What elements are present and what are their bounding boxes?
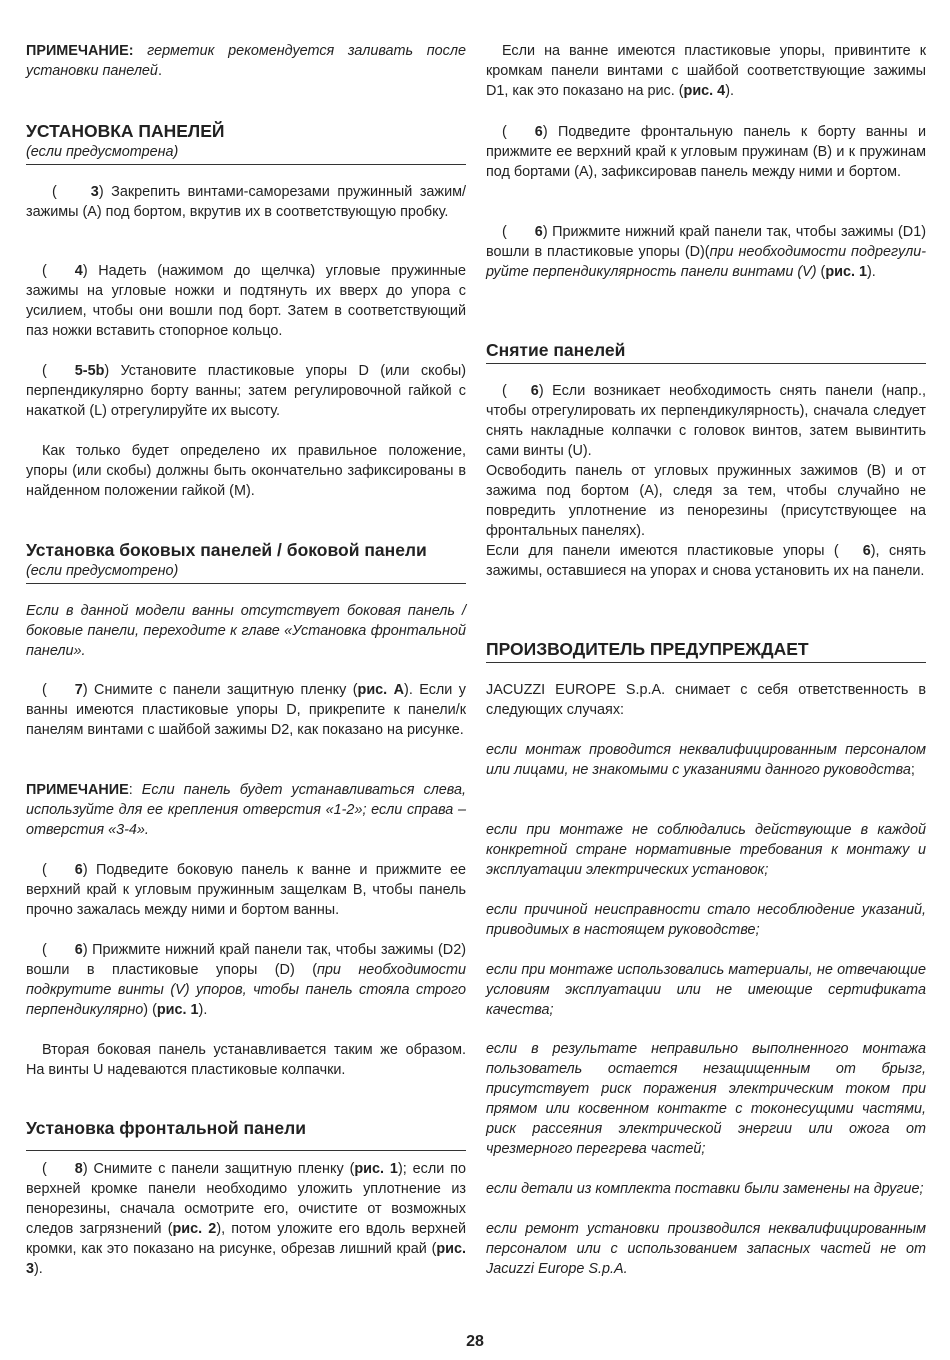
paragraph-second-side: Вторая боковая панель устанавливается таким же образом. На винты U надеваются пластиковые колпачки. <box>26 1042 466 1078</box>
section-divider <box>486 363 926 364</box>
note-text: герметик рекомендуется заливать после установки панелей <box>26 43 466 79</box>
paragraph-fig7: ( 7) Снимите с панели защитную пленку (рис. А). Если у ванны имеются пластиковые упоры D, прикрепите к панели/к панелям винтами с шайбой зажимы D2, как показано на рисунке. <box>26 682 466 738</box>
paragraph-side-fig6-a: ( 6) Подведите боковую панель к ванне и прижмите ее верхний край к угловым пружинным защелкам B, чтобы панель прочно зажалась между ними и бортом ванны. <box>26 862 466 918</box>
page-number: 28 <box>466 1333 484 1350</box>
section-title-removal: Снятие панелей <box>486 340 626 360</box>
installation-note: ПРИМЕЧАНИЕ: герметик рекомендуется заливать после установки панелей. <box>26 43 466 79</box>
paragraph-side-fig6-b: ( 6) Прижмите нижний край панели так, чтобы зажимы (D2) вошли в пластиковые упоры (D) (при необходимости подкрутите винты (V) упоров, чтобы панель стояла строго перпендикулярно) (рис. 1). <box>26 942 466 1018</box>
warning-item: если детали из комплекта поставки были заменены на другие; <box>486 1181 924 1197</box>
warning-item: если причиной неисправности стало несоблюдение указаний, приводимых в настоящем руководстве; <box>486 902 926 938</box>
paragraph-plastic-stops: Если для панели имеются пластиковые упоры ( 6), снять зажимы, оставшиеся на упорах и снова установить их на панели. <box>486 543 926 579</box>
paragraph-release: Освободить панель от угловых пружинных зажимов (B) и от зажима под бортом (A), следя за тем, чтобы случайно не повредить уплотнение из пенорезины (присутствующее на фронтальных панелях). <box>486 463 926 539</box>
section-title-manufacturer-warning: ПРОИЗВОДИТЕЛЬ ПРЕДУПРЕЖДАЕТ <box>486 639 809 659</box>
section-subtitle-side-panels: (если предусмотрено) <box>26 563 179 579</box>
warning-item: если в результате неправильно выполненного монтажа пользователь остается незащищенным от брызг, присутствует риск поражения электрическим током при прямом или косвенном контакте с токонесущими частями, риск рассеяния электрической энергии или ожога от чрезмерного перегрева частей; <box>486 1041 926 1157</box>
section-divider <box>26 164 466 165</box>
paragraph-no-side-panel: Если в данной модели ванны отсутствует боковая панель /боковые панели, переходите к главе «Установка фронтальной панели». <box>26 603 466 659</box>
section-subtitle-panels: (если предусмотрена) <box>26 144 179 160</box>
section-title-front-panel: Установка фронтальной панели <box>26 1118 306 1138</box>
paragraph-fig5: ( 5-5b) Установите пластиковые упоры D (или скобы) перпендикулярно борту ванны; затем регулировочной гайкой с накаткой (L) отрегулируйте их высоту. <box>26 363 466 419</box>
paragraph-front-fig6-b: ( 6) Прижмите нижний край панели так, чтобы зажимы (D1) вошли в пластиковые упоры (D)(при необходимости подрегули-руйте перпендикулярность панели винтами (V) (рис. 1). <box>486 224 926 280</box>
section-divider <box>486 662 926 663</box>
warning-item: если ремонт установки производился неквалифицированным персоналом или с использованием запасных частей не от Jacuzzi Europe S.p.A. <box>486 1221 926 1277</box>
note-label: ПРИМЕЧАНИЕ: <box>26 43 134 59</box>
section-divider <box>26 583 466 584</box>
section-divider <box>26 1150 466 1151</box>
side-panel-note: ПРИМЕЧАНИЕ: Если панель будет устанавливаться слева, используйте для ее крепления отверстия «1-2»; если справа – отверстия «3-4». <box>26 782 467 838</box>
warning-item: если при монтаже использовались материалы, не отвечающие условиям эксплуатации или не имеющие сертификата качества; <box>486 962 926 1018</box>
paragraph-fig4-clamps: Если на ванне имеются пластиковые упоры, привинтите к кромкам панели винтами с шайбой соответствующие зажимы D1, как это показано на рис. (рис. 4). <box>486 43 926 99</box>
paragraph-fig4: ( 4) Надеть (нажимом до щелчка) угловые пружинные зажимы на угловые ножки и подтянуть их вверх до упора с усилием, чтобы они вошли под борт. Затем в соответствующий паз ножки вставить стопорное кольцо. <box>26 263 466 339</box>
warning-item: если монтаж проводится неквалифицированным персоналом или лицами, не знакомыми с указаниями данного руководства; <box>486 742 926 778</box>
paragraph-liability: JACUZZI EUROPE S.p.A. снимает с себя ответственность в следующих случаях: <box>486 682 926 718</box>
paragraph-removal: ( 6) Если возникает необходимость снять панели (напр., чтобы отрегулировать их перпендикулярность), сначала следует снять накладные колпачки с головок винтов, затем вывинтить сами винты (U). <box>486 383 926 459</box>
paragraph-fig3: ( 3) Закрепить винтами-саморезами пружинный зажим/зажимы (А) под бортом, вкрутив их в соответствующую пробку. <box>26 184 466 220</box>
section-title-side-panels: Установка боковых панелей / боковой панели <box>26 540 427 560</box>
paragraph-front-fig6-a: ( 6) Подведите фронтальную панель к борту ванны и прижмите ее верхний край к угловым пружинам (B) и к пружинам под бортами (A), зафиксировав панель между ними и бортом. <box>486 124 926 180</box>
paragraph-fig8: ( 8) Снимите с панели защитную пленку (рис. 1); если по верхней кромке панели необходимо уложить уплотнение из пенорезины, сначала осмотрите его, очистите от возможных следов загрязнений (рис. 2), потом уложите его вдоль верхней кромки, как это показано на рисунке, обрезав лишний край (рис. 3). <box>26 1161 467 1277</box>
section-title-panels: УСТАНОВКА ПАНЕЛЕЙ <box>26 121 225 141</box>
warning-item: если при монтаже не соблюдались действующие в каждой конкретной стране нормативные требования к монтажу и эксплуатации электрических установок; <box>486 822 926 878</box>
paragraph-fixing: Как только будет определено их правильное положение, упоры (или скобы) должны быть окончательно зафиксированы в найденном положении гайкой (М). <box>26 443 466 499</box>
